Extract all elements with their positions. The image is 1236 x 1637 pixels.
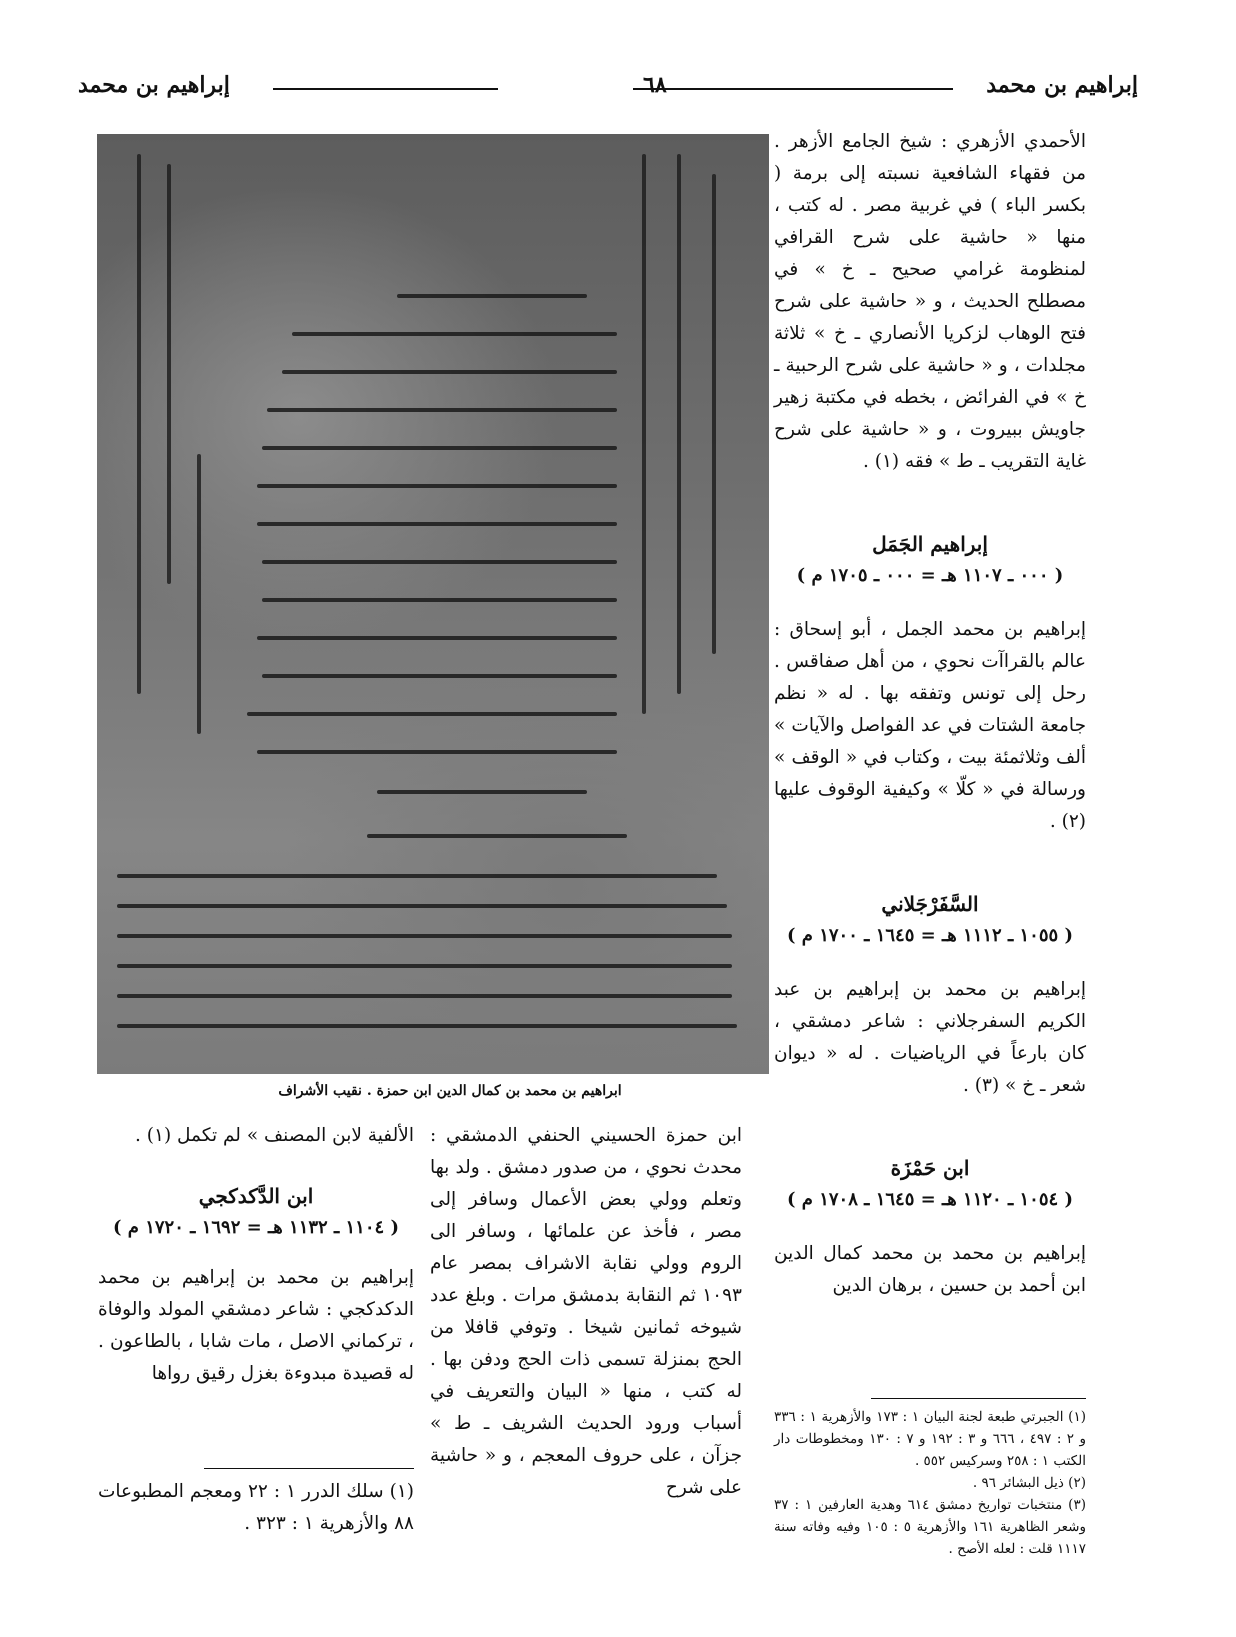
entry-continuation-text: الألفية لابن المصنف » لم تكمل (١) . (135, 1125, 414, 1146)
header-rule-right (633, 88, 953, 90)
handwriting-line (117, 874, 717, 878)
page-header (78, 72, 1138, 112)
handwriting-line (257, 750, 617, 754)
entry-text: إبراهيم بن محمد بن إبراهيم بن عبد الكريم السفرجلاني : شاعر دمشقي ، كان بارعاً في الرياضيات . له « ديوان شعر ـ خ » (٣) . (774, 979, 1086, 1096)
entry-alsafarjalani (774, 888, 1086, 1102)
entry-aljamal (774, 528, 1086, 838)
handwriting-line (117, 964, 732, 968)
entry-continuation-text: ابن حمزة الحسيني الحنفي الدمشقي : محدث نحوي ، من صدور دمشق . ولد بها وتعلم وولي بعض الأعمال وسافر إلى مصر ، فأخذ عن علمائها ، وسافر الى الروم وولي نقابة الاشراف بمصر عام ١٠٩٣ ثم النقابة بدمشق مرات . وبلغ عدد شيوخه ثمانين شيخا . وتوفي قافلا من الحج بمنزلة تسمى ذات الحج ودفن بها . له كتب ، منها « البيان والتعريف في أسباب ورود الحديث الشريف ـ ط » جزآن ، على حروف المعجم ، و « حاشية على شرح (430, 1125, 742, 1498)
page-number: ٦٨ (643, 72, 667, 98)
handwriting-line (292, 332, 617, 336)
handwriting-line (257, 522, 617, 526)
handwriting-line (397, 294, 587, 298)
figure-caption: ابراهيم بن محمد بن كمال الدين ابن حمزة . نقيب الأشراف (278, 1083, 622, 1099)
handwriting-line (117, 1024, 737, 1028)
entry-dates: ( ١٠٥٥ ـ ١١١٢ هـ = ١٦٤٥ ـ ١٧٠٠ م ) (787, 925, 1073, 946)
handwriting-line (247, 712, 617, 716)
entry-dates: ( ١١٠٤ ـ ١١٣٢ هـ = ١٦٩٢ ـ ١٧٢٠ م ) (113, 1217, 399, 1238)
middle-column (430, 1120, 742, 1504)
entry-text: إبراهيم بن محمد الجمل ، أبو إسحاق : عالم بالقراآت نحوي ، من أهل صفاقس . رحل إلى تونس وتفقه بها . له « نظم جامعة الشتات في عد الفواصل والآيات » ألف وثلاثمئة بيت ، وكتاب في « الوقف » ورسالة في « كلّا » وكيفية الوقوف عليها (٢) . (774, 619, 1086, 832)
entry-title: ابن حَمْزَة (890, 1156, 970, 1180)
footnote: (١) الجبرتي طبعة لجنة البيان ١ : ١٧٣ والأزهرية ١ : ٣٣٦ و ٢ : ٤٩٧ ، ٦٦٦ و ٣ : ١٩٢ و ٧ : ١٣٠ ومخطوطات دار الكتب ١ : ٢٥٨ وسركيس ٥٥٢ . (774, 1409, 1086, 1469)
handwriting-line (117, 994, 732, 998)
margin-note-line (167, 164, 171, 584)
footnote: (٢) ذيل البشائر ٩٦ . (972, 1475, 1086, 1491)
handwriting-line (377, 790, 587, 794)
handwriting-line (267, 408, 617, 412)
handwriting-line (117, 904, 727, 908)
handwriting-line (117, 934, 732, 938)
footnote-rule (871, 1398, 1086, 1399)
handwriting-line (262, 560, 617, 564)
margin-note-line (677, 154, 681, 694)
entry-title: ابن الدَّكدكجي (198, 1184, 314, 1208)
left-column (98, 1120, 414, 1390)
right-footnotes (774, 1406, 1086, 1560)
manuscript-image (97, 134, 769, 1074)
running-head-left: إبراهيم بن محمد (78, 72, 230, 98)
margin-note-line (197, 454, 201, 734)
header-rule-left (273, 88, 498, 90)
margin-note-line (712, 174, 716, 654)
running-head-right: إبراهيم بن محمد (986, 72, 1138, 98)
handwriting-line (257, 636, 617, 640)
entry-title: إبراهيم الجَمَل (872, 532, 988, 556)
entry-text: إبراهيم بن محمد بن إبراهيم بن محمد الدكدكجي : شاعر دمشقي المولد والوفاة ، تركماني الاصل ، مات شابا ، بالطاعون . له قصيدة مبدوءة بغزل رقيق رواها (98, 1267, 414, 1384)
right-column (774, 126, 1086, 478)
entry-ibn-hamza (774, 1152, 1086, 1302)
left-footnote: (١) سلك الدرر ١ : ٢٢ ومعجم المطبوعات ٨٨ والأزهرية ١ : ٣٢٣ . (98, 1481, 414, 1534)
entry-dates: ( ٠٠٠ ـ ١١٠٧ هـ = ٠٠٠ ـ ١٧٠٥ م ) (796, 565, 1064, 586)
handwriting-line (282, 370, 617, 374)
margin-note-line (137, 154, 141, 694)
handwriting-line (257, 484, 617, 488)
entry-title: السَّفَرْجَلاني (881, 892, 979, 916)
footnote: (٣) منتخبات تواريخ دمشق ٦١٤ وهدية العارفين ١ : ٣٧ وشعر الظاهرية ١٦١ والأزهرية ٥ : ١٠٥ وفيه وفاته سنة ١١١٧ قلت : لعله الأصح . (774, 1497, 1086, 1557)
margin-note-line (642, 154, 646, 714)
handwriting-line (262, 598, 617, 602)
handwriting-line (262, 446, 617, 450)
handwriting-line (367, 834, 627, 838)
entry-text: إبراهيم بن محمد بن محمد كمال الدين ابن أحمد بن حسين ، برهان الدين (774, 1243, 1086, 1296)
footnote-rule (204, 1468, 414, 1469)
entry-continuation-text: الأحمدي الأزهري : شيخ الجامع الأزهر . من فقهاء الشافعية نسبته إلى برمة ( بكسر الباء ) في غربية مصر . له كتب ، منها « حاشية على شرح القرافي لمنظومة غرامي صحيح ـ خ » في مصطلح الحديث ، و « حاشية على شرح فتح الوهاب لزكريا الأنصاري ـ خ » ثلاثة مجلدات ، و « حاشية على شرح الرحبية ـ خ » في الفرائض ، بخطه في مكتبة زهير جاويش ببيروت ، و « حاشية على شرح غاية التقريب ـ ط » فقه (١) . (774, 131, 1086, 472)
handwriting-line (262, 674, 617, 678)
entry-dates: ( ١٠٥٤ ـ ١١٢٠ هـ = ١٦٤٥ ـ ١٧٠٨ م ) (787, 1189, 1073, 1210)
